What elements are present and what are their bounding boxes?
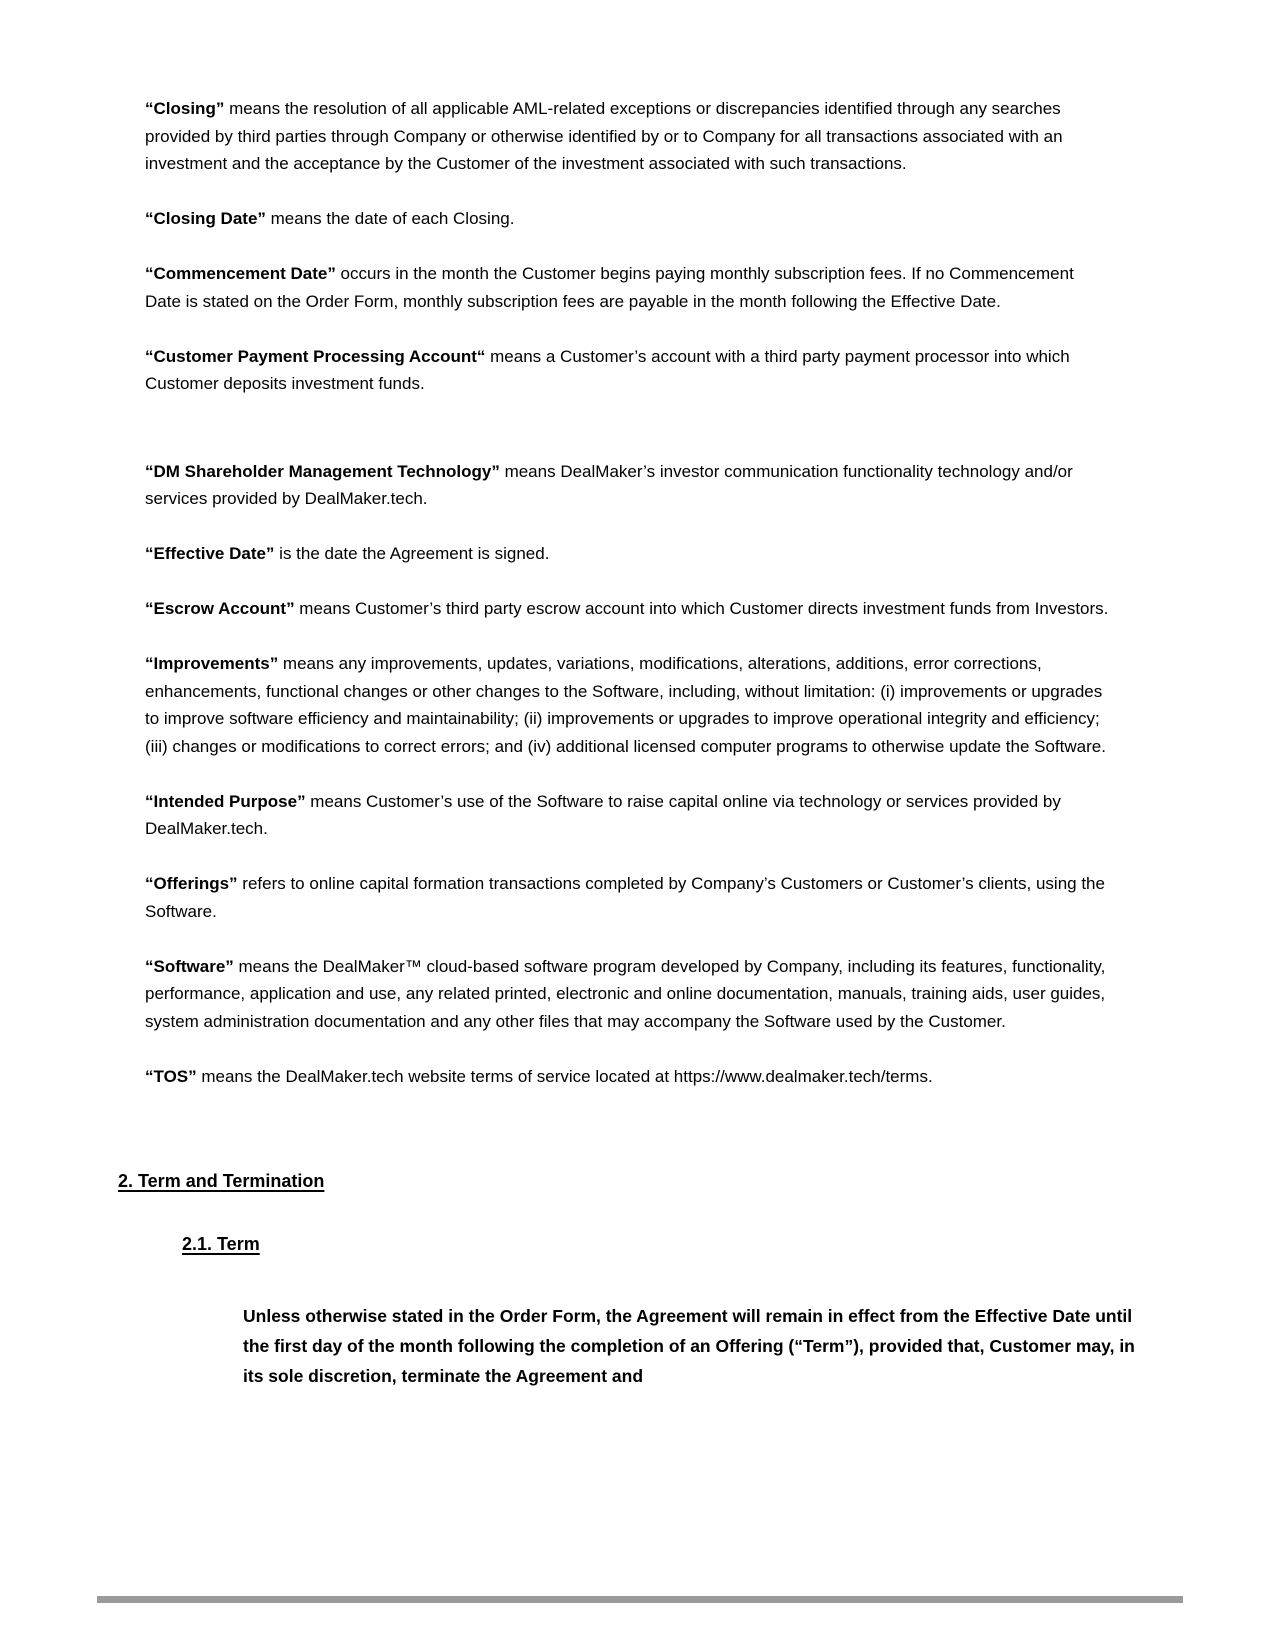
definition-paragraph — [145, 540, 1113, 568]
definition-body: means the DealMaker™ cloud-based software program developed by Company, including its features, functionality, performance, application and use, any related printed, electronic and online documentation, manuals, training aids, user guides, system administration documentation and any other files that may accompany the Software used by the Customer. — [145, 956, 1106, 1031]
definition-body: is the date the Agreement is signed. — [274, 544, 550, 563]
definition-body: occurs in the month the Customer begins paying monthly subscription fees. If no Commencement Date is stated on the Order Form, monthly subscription fees are payable in the month following the Effective Date. — [145, 264, 1074, 311]
definitions-section — [145, 95, 1113, 1090]
definition-term: “Closing Date” — [145, 209, 266, 228]
definition-paragraph — [145, 1063, 1113, 1091]
subsection-heading-term: 2.1. Term — [182, 1234, 260, 1254]
definition-term: “Customer Payment Processing Account“ — [145, 346, 486, 366]
definition-body: means a Customer’s account with a third party payment processor into which Customer deposits investment funds. — [145, 346, 1070, 393]
definition-body: refers to online capital formation transactions completed by Company’s Customers or Customer’s clients, using the Software. — [145, 874, 1105, 921]
definition-term: “Commencement Date” — [145, 264, 336, 283]
definition-body: means Customer’s use of the Software to raise capital online via technology or services provided by DealMaker.tech. — [145, 791, 1061, 838]
definition-term: “Offerings” — [145, 874, 238, 893]
definition-term: “Effective Date” — [145, 544, 275, 563]
definition-paragraph — [145, 870, 1113, 925]
definition-paragraph — [145, 953, 1113, 1036]
definition-body: means the date of each Closing. — [265, 209, 515, 228]
definition-body: means DealMaker’s investor communication functionality technology and/or services provided by DealMaker.tech. — [145, 461, 1073, 508]
definition-body: means the DealMaker.tech website terms of service located at https://www.dealmaker.tech/terms. — [196, 1066, 933, 1086]
definition-term: “Software” — [145, 956, 234, 976]
definition-term: “Escrow Account” — [145, 599, 295, 618]
definition-paragraph — [145, 458, 1113, 513]
definition-paragraph — [145, 650, 1113, 760]
document-page — [118, 95, 1135, 1391]
definition-term: “Intended Purpose” — [145, 791, 306, 811]
definition-body: means any improvements, updates, variations, modifications, alterations, additions, error corrections, enhancements, functional changes or other changes to the Software, including, without limitation: (i) improvements or upgrades to improve software efficiency and maintainability; (ii) improvements or upgrades to improve operational integrity and efficiency; (iii) changes or modifications to correct errors; and (iv) additional licensed computer programs to otherwise update the Software. — [145, 654, 1106, 756]
definition-paragraph — [145, 260, 1113, 315]
definition-paragraph — [145, 595, 1113, 623]
footer-divider — [97, 1596, 1183, 1603]
definition-paragraph — [145, 95, 1113, 178]
definition-term: “Closing” — [145, 99, 225, 118]
definition-term: “TOS” — [145, 1066, 197, 1086]
definition-term: “Improvements” — [145, 654, 279, 673]
term-clause-paragraph: Unless otherwise stated in the Order Form, the Agreement will remain in effect from the Effective Date until the first day of the month following the completion of an Offering (“Term”), provided that, Customer may, in its sole discretion, terminate the Agreement and — [243, 1306, 1135, 1386]
definition-term: “DM Shareholder Management Technology” — [145, 461, 500, 481]
section-heading-term-and-termination: 2. Term and Termination — [118, 1171, 325, 1191]
definition-paragraph — [145, 205, 1113, 233]
definition-body: means Customer’s third party escrow account into which Customer directs investment funds from Investors. — [294, 599, 1109, 618]
definition-body: means the resolution of all applicable AML-related exceptions or discrepancies identified through any searches provided by third parties through Company or otherwise identified by or to Company for all transactions associated with an investment and the acceptance by the Customer of the investment associated with such transactions. — [145, 99, 1063, 173]
definition-paragraph — [145, 343, 1113, 398]
definition-paragraph — [145, 788, 1113, 843]
